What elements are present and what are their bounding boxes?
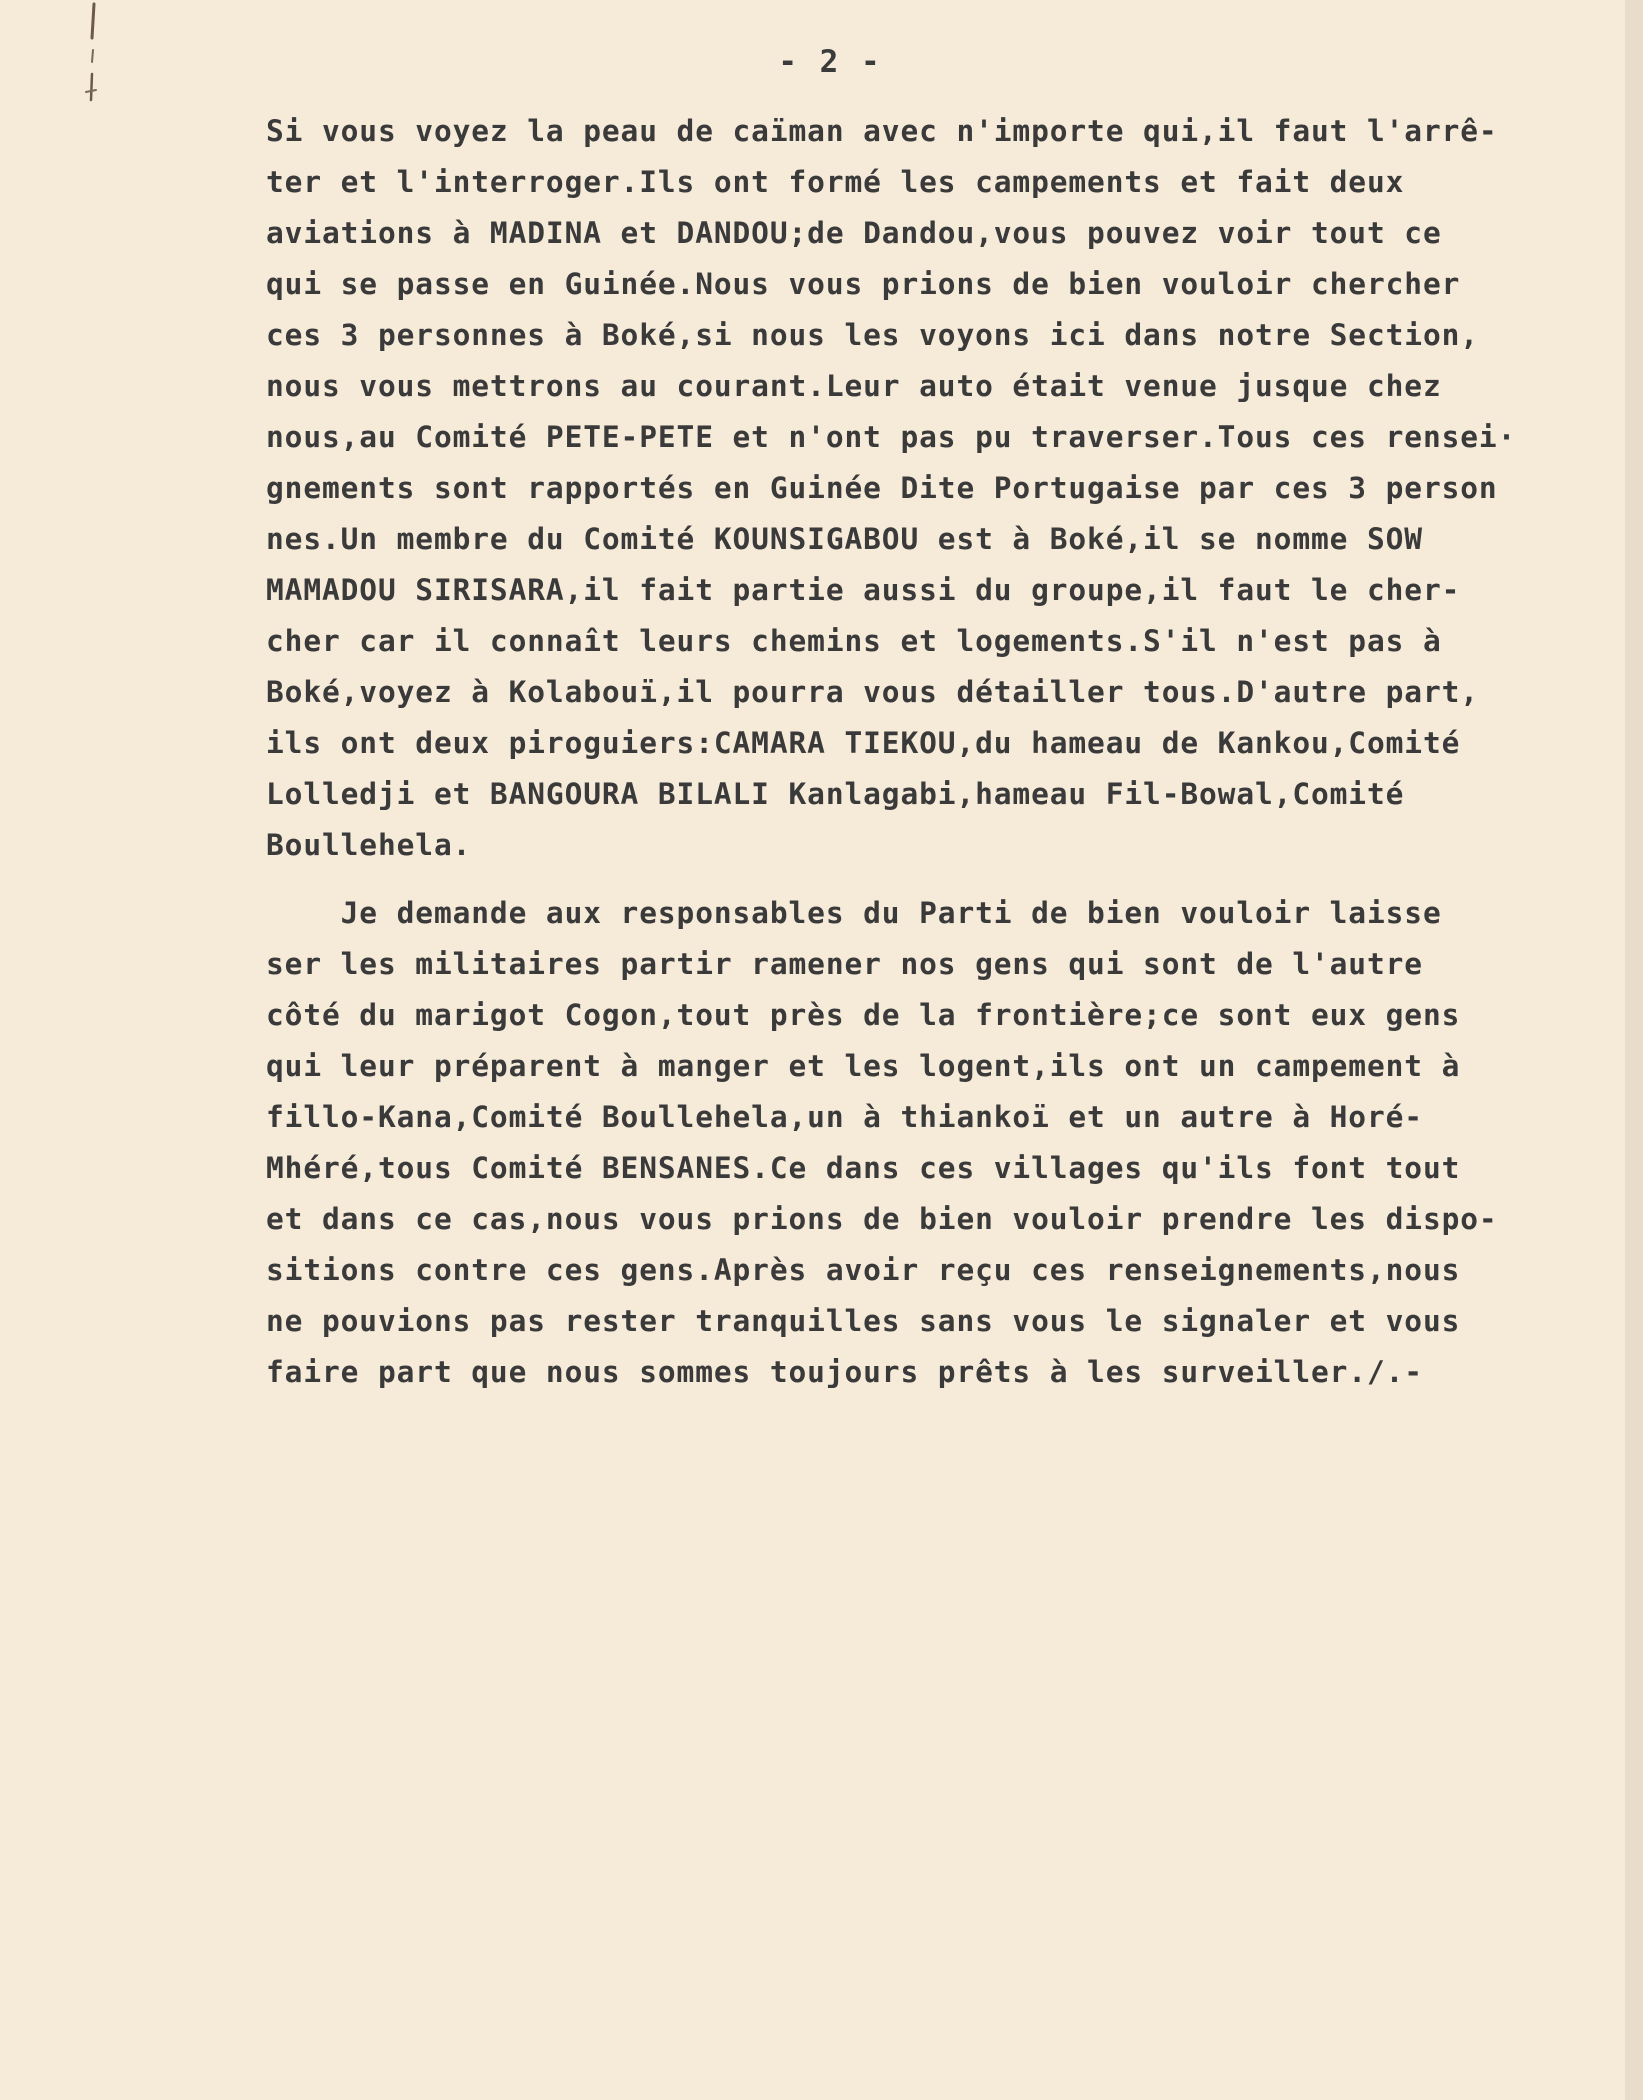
- page-number: - 2 -: [778, 44, 882, 80]
- body-paragraph: Si vous voyez la peau de caïman avec n'importe qui,il faut l'arrê- ter et l'interroger.Ils ont formé les campements et fait deux aviations à MADINA et DANDOU;de Dandou,vous pouvez voir tout ce qui se passe en Guinée.Nous vous prions de bien vouloir chercher ces 3 personnes à Boké,si nous les voyons ici dans notre Section, nous vous mettrons au courant.Leur auto était venue jusque chez nous,au Comité PETE-PETE et n'ont pas pu traverser.Tous ces rensei· gnements sont rapportés en Guinée Dite Portugaise par ces 3 person nes.Un membre du Comité KOUNSIGABOU est à Boké,il se nomme SOW MAMADOU SIRISARA,il fait partie aussi du groupe,il faut le cher- cher car il connaît leurs chemins et logements.S'il n'est pas à Boké,voyez à Kolabouï,il pourra vous détailler tous.D'autre part, ils ont deux piroguiers:CAMARA TIEKOU,du hameau de Kankou,Comité Lolledji et BANGOURA BILALI Kanlagabi,hameau Fil-Bowal,Comité Boullehela.: [266, 114, 1517, 862]
- body-paragraph: Je demande aux responsables du Parti de bien vouloir laisse ser les militaires partir ramener nos gens qui sont de l'autre côté du marigot Cogon,tout près de la frontière;ce sont eux gens qui leur préparent à manger et les logent,ils ont un campement à fillo-Kana,Comité Boullehela,un à thiankoï et un autre à Horé- Mhéré,tous Comité BENSANES.Ce dans ces villages qu'ils font tout et dans ce cas,nous vous prions de bien vouloir prendre les dispo- sitions contre ces gens.Après avoir reçu ces renseignements,nous ne pouvions pas rester tranquilles sans vous le signaler et vous faire part que nous sommes toujours prêts à les surveiller./.-: [266, 896, 1498, 1389]
- page-edge-shadow: [1625, 0, 1643, 2100]
